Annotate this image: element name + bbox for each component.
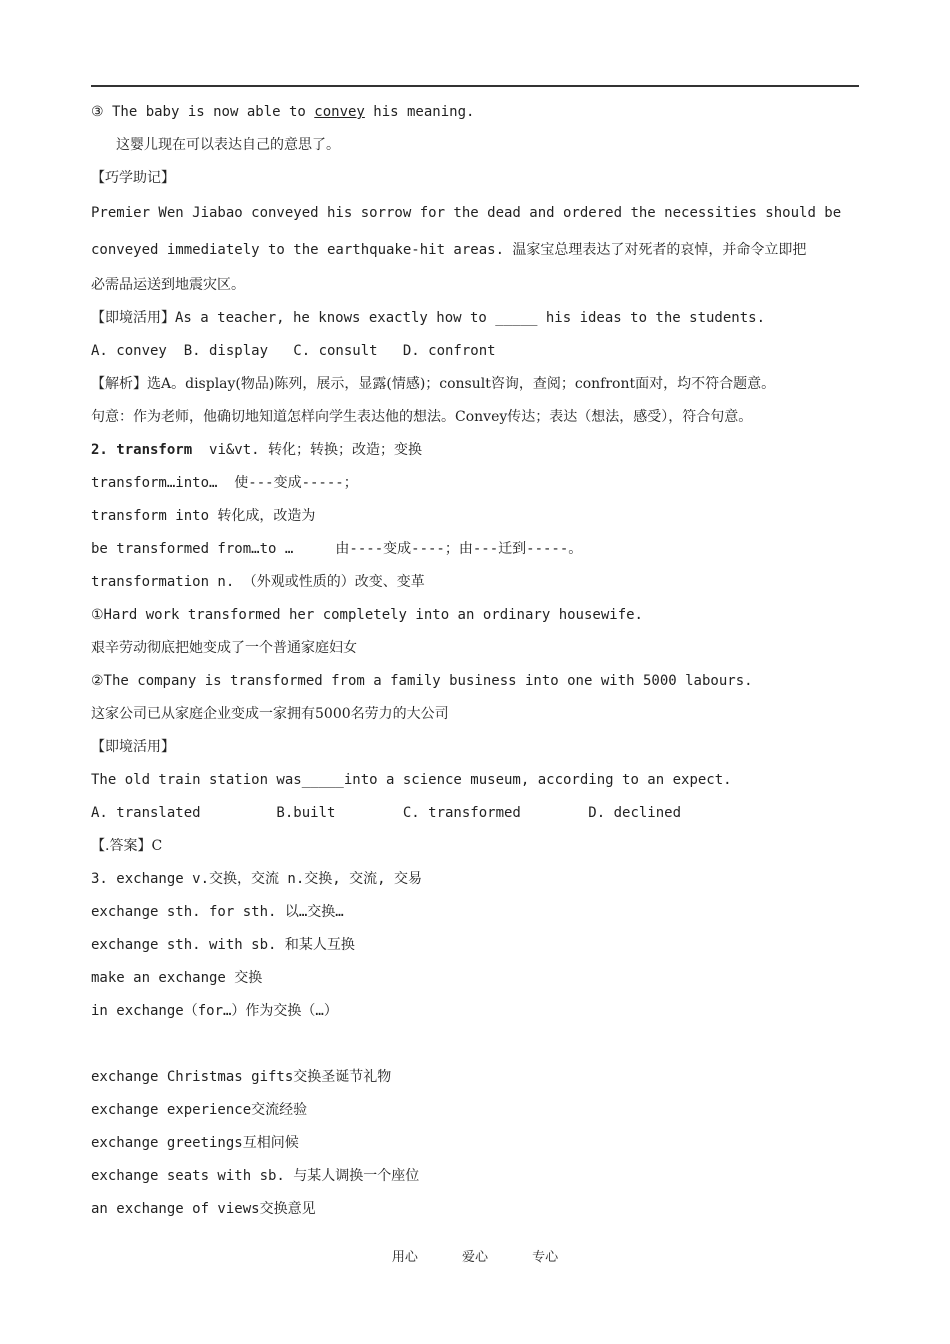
- example-sentence: [91, 96, 871, 129]
- text-line: Premier Wen Jiabao conveyed his sorrow for the dead and ordered the necessities should be: [91, 205, 842, 221]
- page-footer: [0, 1248, 950, 1268]
- example-sentence: ②The company is transformed from a family business into one with 5000 labours.: [91, 673, 753, 689]
- phrase-line: exchange Christmas gifts交换圣诞节礼物: [91, 1069, 392, 1085]
- translation: 这婴儿现在可以表达自己的意思了。: [116, 137, 340, 153]
- text-span: his meaning.: [364, 104, 475, 120]
- footer-text: 专心: [532, 1250, 559, 1265]
- document-body: [91, 96, 871, 1226]
- section-label: 【即境活用】: [91, 739, 175, 755]
- phrase-line: an exchange of views交换意见: [91, 1201, 316, 1217]
- phrase-line: be transformed from…to … 由----变成----；由---迁到-----。: [91, 541, 583, 557]
- answer-line: 【.答案】C: [91, 838, 163, 854]
- analysis: 句意：作为老师，他确切地知道怎样向学生表达他的想法。Convey传达；表达（想法，感受），符合句意。: [91, 409, 753, 425]
- translation: 艰辛劳动彻底把她变成了一个普通家庭妇女: [91, 640, 357, 656]
- phrase-line: transform into 转化成，改造为: [91, 508, 316, 524]
- phrase-line: in exchange（for…）作为交换（…）: [91, 1003, 338, 1019]
- exercise-options: A. translated B.built C. transformed D. declined: [91, 805, 682, 821]
- entry-heading: 3. exchange v.交换，交流 n.交换, 交流, 交易: [91, 871, 423, 887]
- phrase-line: transformation n. （外观或性质的）改变、变革: [91, 574, 425, 590]
- footer-text: 爱心: [461, 1250, 488, 1265]
- exercise-options: A. convey B. display C. consult D. confront: [91, 343, 496, 359]
- entry-heading: [91, 434, 871, 467]
- text-line: 必需品运送到地震灾区。: [91, 277, 245, 293]
- phrase-line: exchange sth. with sb. 和某人互换: [91, 937, 355, 953]
- header-rule: [91, 85, 859, 87]
- exercise-question: 【即境活用】As a teacher, he knows exactly how to _____ his ideas to the students.: [91, 310, 766, 326]
- phrase-line: exchange sth. for sth. 以…交换…: [91, 904, 344, 920]
- phrase-line: exchange seats with sb. 与某人调换一个座位: [91, 1168, 420, 1184]
- phrase-line: exchange experience交流经验: [91, 1102, 308, 1118]
- exercise-question: The old train station was_____into a science museum, according to an expect.: [91, 772, 732, 788]
- blank-line: [91, 1028, 871, 1061]
- translation: 这家公司已从家庭企业变成一家拥有5000名劳力的大公司: [91, 706, 449, 722]
- analysis: 【解析】选A。display(物品)陈列，展示，显露(情感)；consult咨询，查阅；confront面对，均不符合题意。: [91, 376, 776, 392]
- footer-text: 用心: [391, 1250, 418, 1265]
- section-label: 【巧学助记】: [91, 170, 175, 186]
- text-span: ③ The baby is now able to: [91, 104, 315, 120]
- phrase-line: exchange greetings互相问候: [91, 1135, 299, 1151]
- underlined-word: convey: [314, 104, 365, 120]
- text-line: conveyed immediately to the earthquake-hit areas. 温家宝总理表达了对死者的哀悼，并命令立即把: [91, 242, 807, 258]
- entry-word: 2. transform: [91, 442, 193, 458]
- example-sentence: ①Hard work transformed her completely into an ordinary housewife.: [91, 607, 643, 623]
- phrase-line: transform…into… 使---变成-----；: [91, 475, 358, 491]
- entry-definition: vi&vt. 转化；转换；改造；变换: [192, 442, 423, 458]
- phrase-line: make an exchange 交换: [91, 970, 263, 986]
